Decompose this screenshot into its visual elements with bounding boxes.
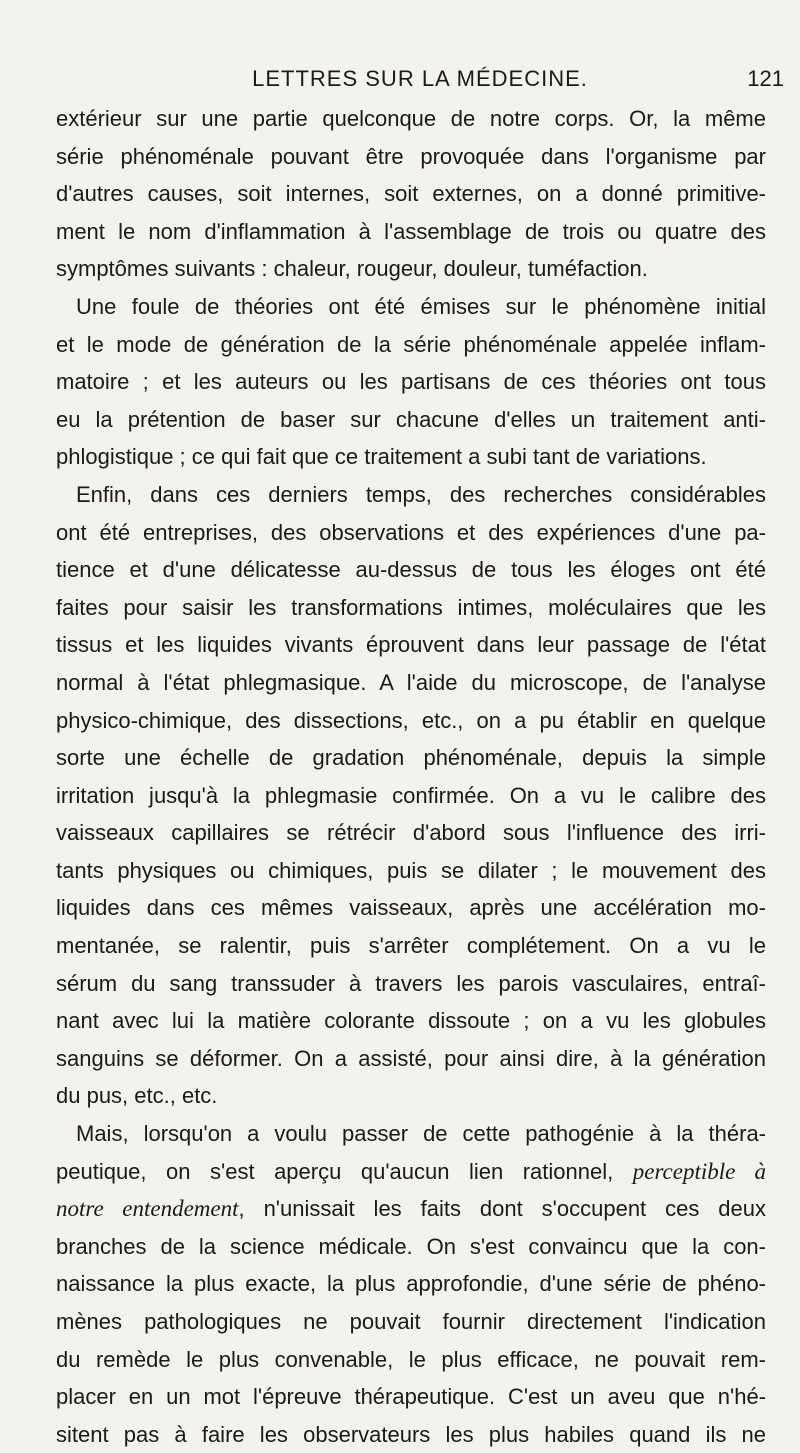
text-segment: , n'unissait les faits dont s'occupent ces deux [238, 1196, 767, 1222]
text-line: sérum du sang transsuder à travers les parois vasculaires, entraî- [56, 970, 766, 996]
text-line [56, 1190, 766, 1228]
italic-text: notre entendement [56, 1196, 239, 1222]
text-line: matoire ; et les auteurs ou les partisans de ces théories ont tous [56, 369, 766, 395]
text-line: irritation jusqu'à la phlegmasie confirmée. On a vu le calibre des [56, 782, 766, 808]
text-line: liquides dans ces mêmes vaisseaux, après une accélération mo- [56, 895, 766, 921]
text-line: tants physiques ou chimiques, puis se dilater ; le mouvement des [56, 857, 766, 883]
text-line: sorte une échelle de gradation phénoménale, depuis la simple [56, 745, 766, 771]
text-line: du remède le plus convenable, le plus efficace, ne pouvait rem- [56, 1346, 766, 1372]
text-line: Enfin, dans ces derniers temps, des recherches considérables [76, 481, 766, 507]
running-header [56, 64, 784, 94]
text-line: branches de la science médicale. On s'est convaincu que la con- [56, 1233, 766, 1259]
text-line: Une foule de théories ont été émises sur le phénomène initial [76, 293, 766, 319]
text-line: naissance la plus exacte, la plus approfondie, d'une série de phéno- [56, 1271, 766, 1297]
text-line: phlogistique ; ce qui fait que ce traitement a subi tant de variations. [56, 444, 707, 470]
text-line: et le mode de génération de la série phénoménale appelée inflam- [56, 331, 766, 357]
running-title: LETTRES SUR LA MÉDECINE. [252, 66, 588, 91]
text-line: ont été entreprises, des observations et des expériences d'une pa- [56, 519, 766, 545]
text-segment: peutique, on s'est aperçu qu'aucun lien rationnel, [56, 1158, 633, 1184]
text-line: Mais, lorsqu'on a voulu passer de cette pathogénie à la théra- [76, 1121, 766, 1147]
text-line: tissus et les liquides vivants éprouvent dans leur passage de l'état [56, 632, 766, 658]
text-line: mentanée, se ralentir, puis s'arrêter complétement. On a vu le [56, 933, 766, 959]
text-line [56, 1153, 766, 1191]
text-line: extérieur sur une partie quelconque de notre corps. Or, la même [56, 106, 766, 131]
page-number: 121 [747, 66, 784, 91]
text-line: tience et d'une délicatesse au-dessus de tous les éloges ont été [56, 557, 766, 583]
text-line: faites pour saisir les transformations intimes, moléculaires que les [56, 594, 766, 620]
text-line: sanguins se déformer. On a assisté, pour ainsi dire, à la génération [56, 1045, 766, 1071]
text-line: du pus, etc., etc. [56, 1083, 218, 1109]
text-line: série phénoménale pouvant être provoquée dans l'organisme par [56, 143, 766, 169]
text-line: symptômes suivants : chaleur, rougeur, douleur, tuméfaction. [56, 256, 648, 282]
text-line: sitent pas à faire les observateurs les plus habiles quand ils ne [56, 1421, 766, 1447]
italic-text: perceptible à [632, 1158, 766, 1184]
text-line: eu la prétention de baser sur chacune d'elles un traitement anti- [56, 406, 766, 432]
text-line: ment le nom d'inflammation à l'assemblage de trois ou quatre des [56, 218, 766, 244]
text-line: vaisseaux capillaires se rétrécir d'abord sous l'influence des irri- [56, 820, 766, 846]
text-line: nant avec lui la matière colorante dissoute ; on a vu les globules [56, 1008, 766, 1034]
text-line: physico-chimique, des dissections, etc., on a pu établir en quelque [56, 707, 766, 733]
text-line: normal à l'état phlegmasique. A l'aide du microscope, de l'analyse [56, 669, 766, 695]
body-text [56, 100, 766, 1453]
text-line: placer en un mot l'épreuve thérapeutique. C'est un aveu que n'hé- [56, 1384, 766, 1410]
text-line: mènes pathologiques ne pouvait fournir directement l'indication [56, 1309, 766, 1334]
text-line: d'autres causes, soit internes, soit externes, on a donné primitive- [56, 181, 766, 207]
